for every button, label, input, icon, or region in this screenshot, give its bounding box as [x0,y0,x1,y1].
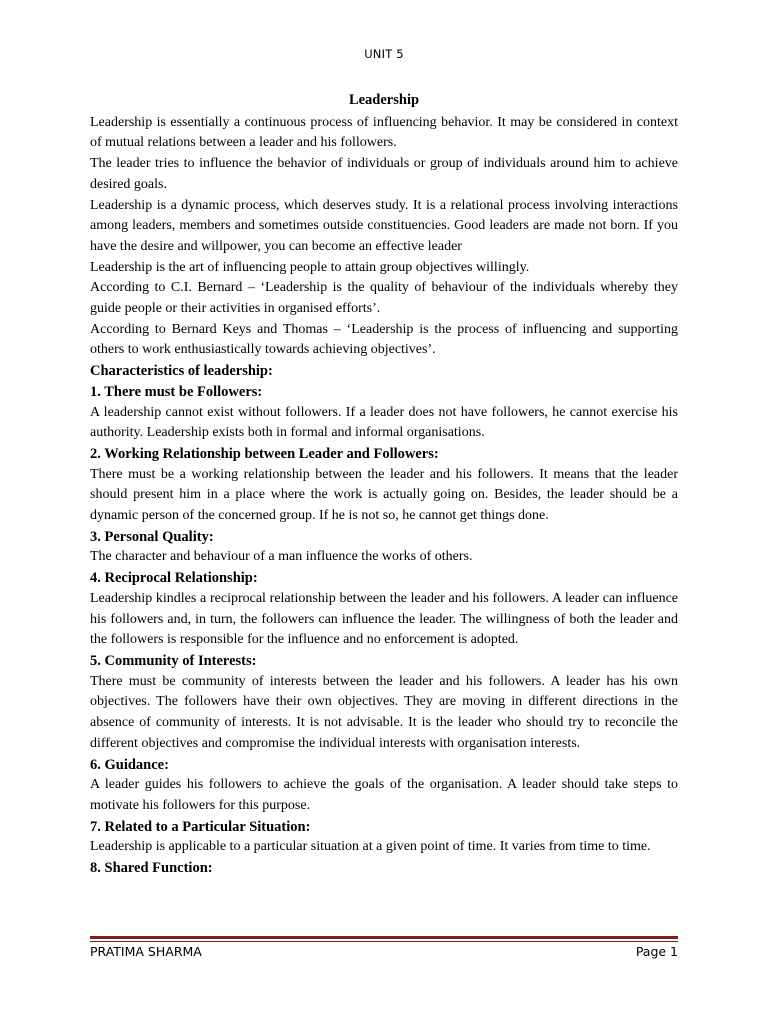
document-title: Leadership [348,92,420,108]
characteristics-heading: Characteristics of leadership: [90,363,273,380]
intro-paragraph-2: The leader tries to influence the behavior of individuals or group of individuals around him to achieve desired goals. [90,156,678,192]
intro-paragraph-4: Leadership is the art of influencing people to attain group objectives willingly. [90,259,530,275]
section-heading-2: 2. Working Relationship between Leader and Followers: [90,445,439,462]
intro-paragraph-1: Leadership is essentially a continuous process of influencing behavior. It may be considered in context of mutual relations between a leader and his followers. [90,114,678,151]
footer-divider-thin [90,941,678,942]
section-body-4: Leadership kindles a reciprocal relationship between the leader and his followers. A leader can influence his followers and, in turn, the followers can influence the leader. The willingness of both the leader and the followers is responsible for the influence and no enforcement is adopted. [90,590,678,648]
document-body [90,90,678,879]
section-heading-1: 1. There must be Followers: [90,383,263,400]
intro-paragraph-6: According to Bernard Keys and Thomas – ‘Leadership is the process of influencing and supporting others to work enthusiastically towards achieving objectives’. [90,321,678,358]
intro-paragraph-5: According to C.I. Bernard – ‘Leadership is the quality of behaviour of the individuals whereby they guide people or their activities in organised efforts’. [90,280,678,317]
section-heading-3: 3. Personal Quality: [90,528,214,545]
section-body-3: The character and behaviour of a man influence the works of others. [90,549,473,565]
section-body-2: There must be a working relationship between the leader and his followers. It means that the leader should present him in a place where the work is actually going on. Besides, the leader should be a dynamic person of the concerned group. If he is not so, he cannot get things done. [90,466,678,524]
section-body-1: A leadership cannot exist without followers. If a leader does not have followers, he cannot exercise his authority. Leadership exists both in formal and informal organisations. [90,404,678,441]
footer-page-number: Page 1 [635,944,678,959]
section-body-5: There must be community of interests between the leader and his followers. A leader has his own objectives. The followers have their own objectives. They are moving in different directions in the absence of community of interests. It is not advisable. It is the leader who should try to reconcile the different objectives and compromise the individual interests with organisation interests. [90,673,678,751]
section-heading-7: 7. Related to a Particular Situation: [90,818,311,835]
page-header-unit: UNIT 5 [364,47,404,61]
page-footer [90,944,678,959]
section-heading-5: 5. Community of Interests: [90,652,257,669]
intro-paragraph-3: Leadership is a dynamic process, which deserves study. It is a relational process involving interactions among leaders, members and sometimes outside constituencies. Good leaders are made not born. If you have the desire and willpower, you can become an effective leader [90,197,678,254]
section-body-7: Leadership is applicable to a particular situation at a given point of time. It varies from time to time. [90,839,651,855]
footer-author: PRATIMA SHARMA [90,944,202,959]
section-body-6: A leader guides his followers to achieve the goals of the organisation. A leader should take steps to motivate his followers for this purpose. [90,777,678,813]
section-heading-8: 8. Shared Function: [90,860,213,877]
footer-divider [90,936,678,939]
section-heading-6: 6. Guidance: [90,756,169,773]
section-heading-4: 4. Reciprocal Relationship: [90,570,258,587]
